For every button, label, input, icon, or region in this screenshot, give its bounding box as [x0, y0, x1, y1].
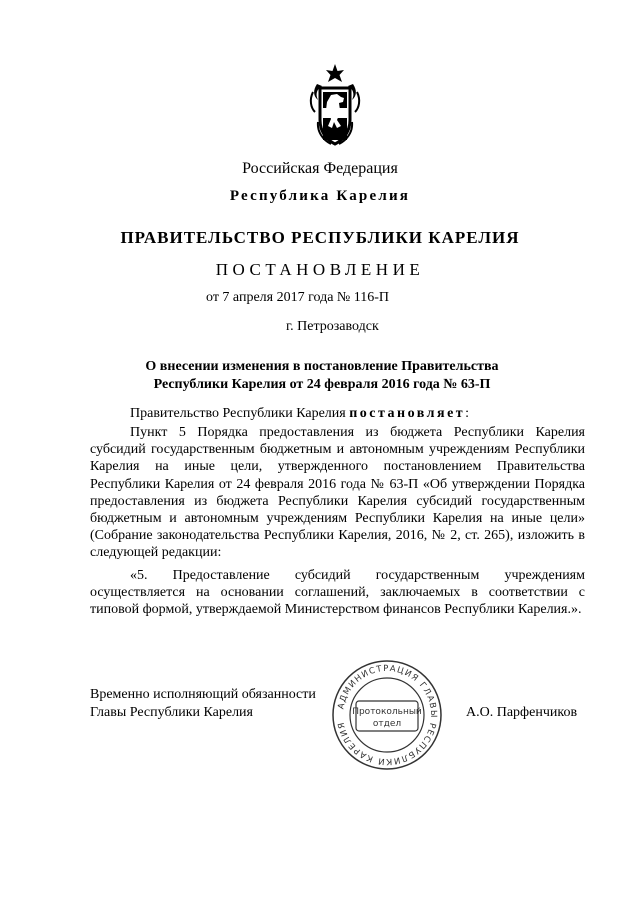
government-title: ПРАВИТЕЛЬСТВО РЕСПУБЛИКИ КАРЕЛИЯ — [120, 228, 520, 247]
official-stamp-icon — [330, 658, 444, 772]
preamble-text: Правительство Республики Карелия — [130, 406, 350, 421]
preamble-decree-word: постановляет — [349, 406, 466, 421]
coat-of-arms-icon — [303, 62, 367, 150]
stamp-center-line-1: Протокольный — [352, 707, 422, 717]
country-name: Российская Федерация — [242, 160, 398, 177]
preamble-colon: : — [465, 406, 470, 421]
document-city: г. Петрозаводск — [286, 319, 379, 334]
republic-name: Республика Карелия — [229, 188, 411, 204]
document-subject-line-2: Республики Карелия от 24 февраля 2016 года № 63-П — [153, 377, 491, 392]
document-type: ПОСТАНОВЛЕНИЕ — [215, 260, 425, 279]
document-date-number: от 7 апреля 2017 года № 116-П — [206, 290, 390, 305]
signatory-position-line-2: Главы Республики Карелия — [90, 705, 253, 720]
document-subject-line-1: О внесении изменения в постановление Правительства — [145, 359, 499, 374]
signatory-position-line-1: Временно исполняющий обязанности — [90, 687, 316, 702]
stamp-ring-text: АДМИНИСТРАЦИЯ ГЛАВЫ РЕСПУБЛИКИ КАРЕЛИЯ — [336, 663, 439, 767]
preamble — [130, 406, 469, 422]
body-paragraph-2: «5. Предоставление субсидий государственным учреждениям осуществляется на основании соглашений, заключаемых в соответствии с типовой формой, утверждаемой Министерством финансов Республики Карелия.». — [90, 568, 585, 618]
body-paragraph-1: Пункт 5 Порядка предоставления из бюджета Республики Карелия субсидий государственным бюджетным и автономным учреждениям Республики Карелия на иные цели, утвержденного постановлением Правительства Республики Карелия от 24 февраля 2016 года № 63-П «Об утверждении Порядка предоставления из бюджета Республики Карелия субсидий государственным бюджетным и автономным учреждениям Республики Карелия на иные цели» (Собрание законодательства Республики Карелия, 2016, № 2, ст. 265), изложить в следующей редакции: — [90, 425, 585, 561]
signatory-name: А.О. Парфенчиков — [466, 705, 578, 720]
stamp-center-line-2: отдел — [372, 719, 402, 729]
